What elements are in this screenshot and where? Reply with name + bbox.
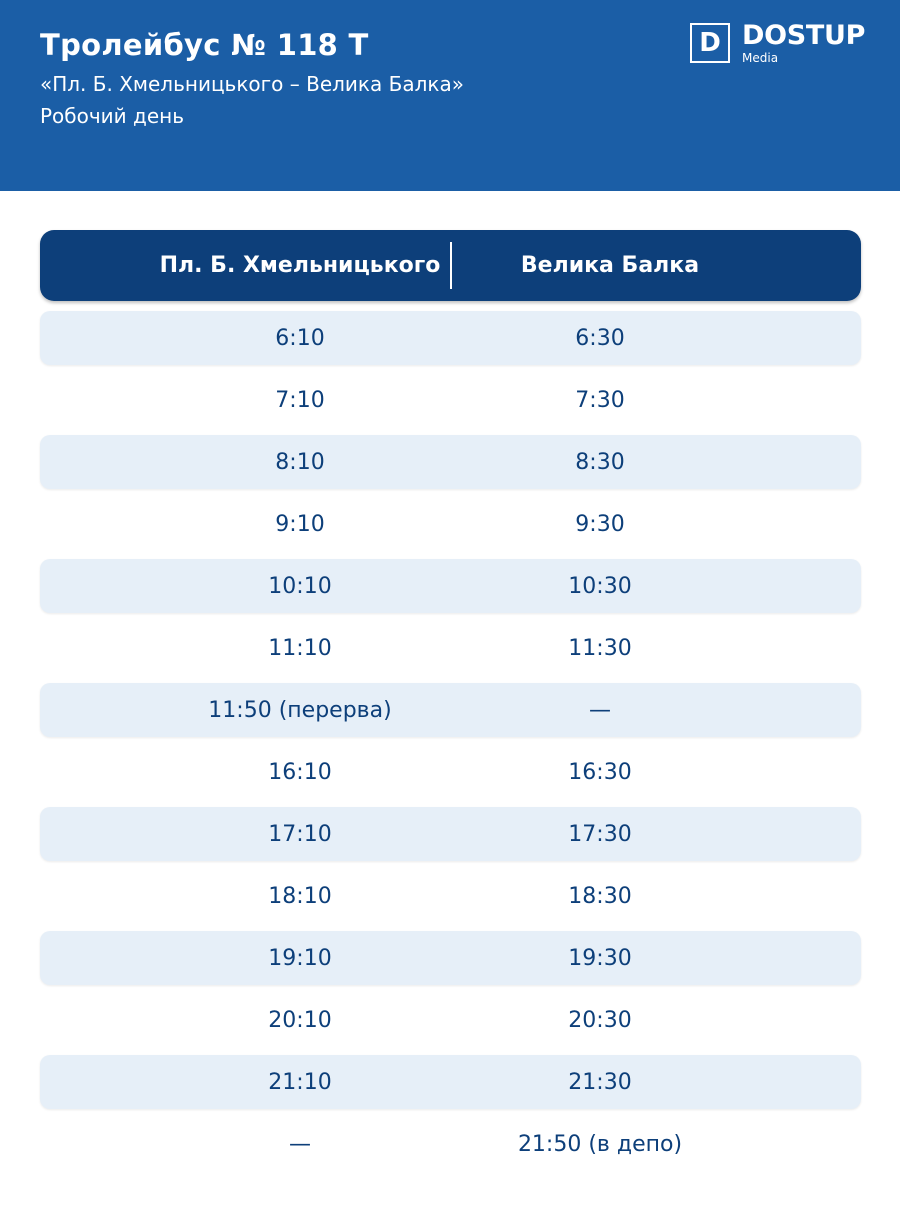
route-name: «Пл. Б. Хмельницького – Велика Балка» [40, 72, 464, 96]
column-header-to: Велика Балка [520, 253, 700, 278]
logo-name: DOSTUP [742, 20, 866, 51]
table-row [40, 558, 861, 620]
departure-time-to: — [589, 697, 611, 723]
logo-text [742, 20, 866, 66]
table-row [40, 310, 861, 372]
table-header [40, 230, 861, 301]
departure-time-to: 6:30 [575, 325, 625, 351]
departure-time-to: 21:30 [568, 1069, 632, 1095]
departure-time-to: 10:30 [568, 573, 632, 599]
departure-time-from: 21:10 [268, 1069, 332, 1095]
departure-time-from: 10:10 [268, 573, 332, 599]
table-row [40, 620, 861, 682]
departure-time-from: 9:10 [275, 511, 325, 537]
table-row [40, 868, 861, 930]
departure-time-to: 9:30 [575, 511, 625, 537]
table-row [40, 1116, 861, 1178]
schedule-table [40, 230, 861, 1178]
departure-time-from: 19:10 [268, 945, 332, 971]
departure-time-from: — [289, 1131, 311, 1157]
table-row [40, 496, 861, 558]
departure-time-to: 16:30 [568, 759, 632, 785]
departure-time-from: 7:10 [275, 387, 325, 413]
table-row [40, 744, 861, 806]
table-row [40, 682, 861, 744]
table-row [40, 434, 861, 496]
departure-time-from: 11:10 [268, 635, 332, 661]
logo-mark: D [690, 23, 730, 63]
page-title: Тролейбус № 118 Т [40, 28, 369, 62]
table-row [40, 806, 861, 868]
departure-time-to: 8:30 [575, 449, 625, 475]
page-header [0, 0, 900, 191]
departure-time-from: 17:10 [268, 821, 332, 847]
logo-subtitle: Media [742, 51, 779, 65]
table-row [40, 1054, 861, 1116]
table-row [40, 992, 861, 1054]
departure-time-from: 18:10 [268, 883, 332, 909]
table-row [40, 930, 861, 992]
departure-time-from: 8:10 [275, 449, 325, 475]
departure-time-to: 17:30 [568, 821, 632, 847]
departure-time-to: 20:30 [568, 1007, 632, 1033]
departure-time-to: 11:30 [568, 635, 632, 661]
table-body [40, 310, 861, 1178]
departure-time-from: 6:10 [275, 325, 325, 351]
departure-time-to: 21:50 (в депо) [517, 1131, 683, 1157]
departure-time-from: 16:10 [268, 759, 332, 785]
day-type: Робочий день [40, 104, 185, 128]
column-header-from: Пл. Б. Хмельницького [159, 253, 441, 278]
dostup-logo [690, 20, 866, 66]
departure-time-to: 19:30 [568, 945, 632, 971]
departure-time-to: 18:30 [568, 883, 632, 909]
departure-time-to: 7:30 [575, 387, 625, 413]
departure-time-from: 11:50 (перерва) [208, 697, 392, 723]
table-row [40, 372, 861, 434]
departure-time-from: 20:10 [268, 1007, 332, 1033]
